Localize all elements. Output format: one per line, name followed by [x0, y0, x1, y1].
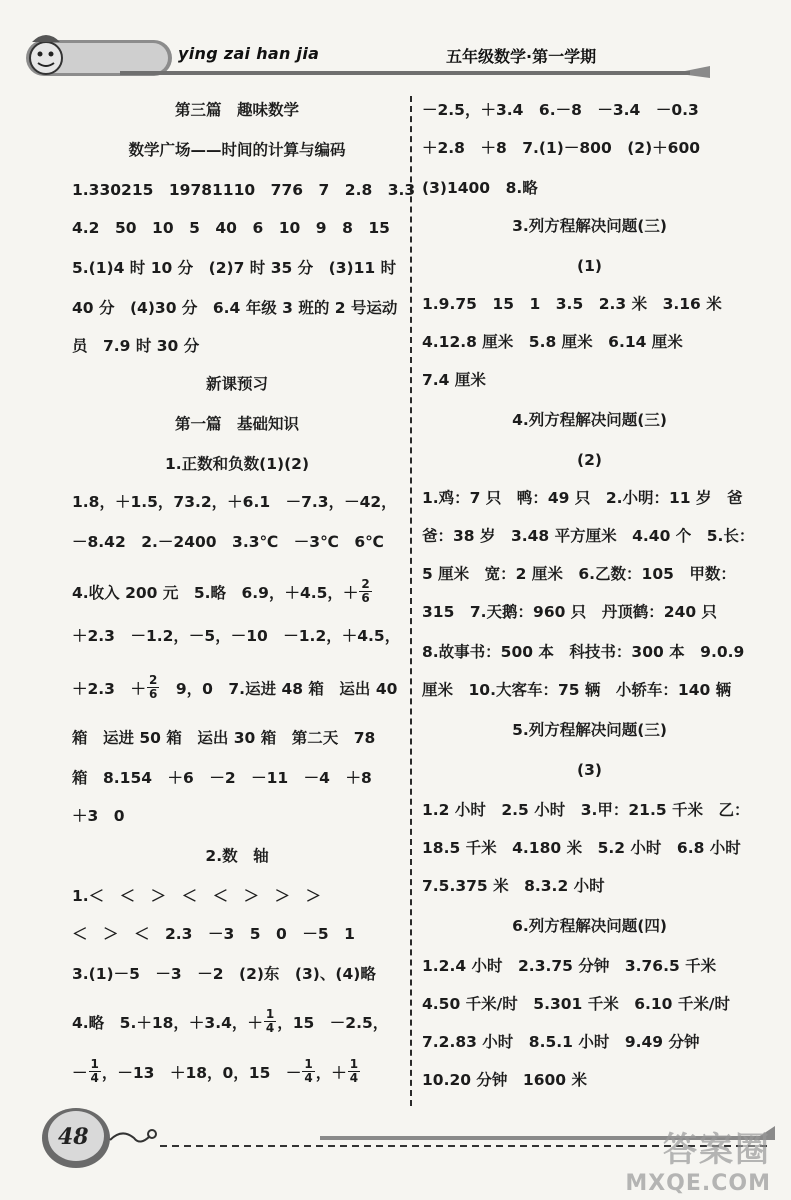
watermark-logo-text: 答案圈	[663, 1130, 771, 1170]
answer-line: 1.鸡：7 只 鸭：49 只 2.小明：11 岁 爸	[422, 489, 743, 507]
answer-line: 3.(1)－5 －3 －2 (2)东 (3)、(4)略	[72, 965, 376, 983]
section-heading: 第一篇 基础知识	[174, 415, 299, 433]
answer-text: ，＋	[315, 1064, 347, 1082]
answer-line: 10.20 分钟 1600 米	[422, 1071, 587, 1089]
answer-line: 1.2 小时 2.5 小时 3.甲：21.5 千米 乙：	[422, 801, 750, 819]
fraction	[147, 674, 159, 701]
fraction-denominator: 6	[361, 591, 370, 605]
fraction-denominator: 4	[304, 1071, 313, 1085]
section-subheading: 1.正数和负数(1)(2)	[164, 455, 310, 473]
subsection-number: (1)	[577, 257, 602, 275]
answer-line: 7.5.375 米 8.3.2 小时	[422, 877, 605, 895]
answer-line: 爸：38 岁 3.48 平方厘米 4.40 个 5.长：	[422, 527, 755, 545]
fraction	[348, 1058, 360, 1085]
answer-line: ＜ ＞ ＜ 2.3 －3 5 0 －5 1	[72, 925, 355, 943]
answer-line: 箱 运进 50 箱 运出 30 箱 第二天 78	[72, 729, 376, 747]
answer-line: ＋2.8 ＋8 7.(1)－800 (2)＋600	[422, 139, 701, 157]
fraction-denominator: 4	[349, 1071, 359, 1085]
header-pinyin: ying zai han jia	[178, 44, 320, 63]
answer-line: 5 厘米 宽：2 厘米 6.乙数：105 甲数：	[422, 565, 736, 583]
answer-text: 4.略 5.＋18，＋3.4，＋	[72, 1014, 263, 1032]
fraction-numerator: 2	[361, 577, 370, 591]
answer-line: 1.＜ ＜ ＞ ＜ ＜ ＞ ＞ ＞	[72, 887, 322, 905]
section-heading: 第三篇 趣味数学	[174, 101, 299, 119]
section-heading: 新课预习	[205, 375, 268, 393]
answer-text: －	[72, 1064, 88, 1082]
answer-line	[72, 673, 398, 701]
answer-line: 厘米 10.大客车：75 辆 小轿车：140 辆	[422, 681, 732, 699]
answer-line: 员 7.9 时 30 分	[72, 337, 200, 355]
header-title: 五年级数学·第一学期	[446, 47, 597, 66]
header-band	[120, 66, 710, 78]
section-subheading: 3.列方程解决问题(三)	[512, 217, 667, 235]
fraction-numerator: 1	[265, 1007, 275, 1021]
page-number: 48	[58, 1124, 89, 1150]
answer-line: 箱 8.154 ＋6 －2 －11 －4 ＋8	[72, 769, 372, 787]
answer-line: 1.2.4 小时 2.3.75 分钟 3.76.5 千米	[422, 957, 717, 975]
answer-line: 7.4 厘米	[422, 371, 486, 389]
subsection-number: (3)	[577, 761, 602, 779]
answer-line: 8.故事书：500 本 科技书：300 本 9.0.9	[422, 643, 745, 661]
answer-text: ，15 －2.5，	[277, 1014, 389, 1032]
fraction-denominator: 6	[148, 687, 158, 701]
section-subheading: 6.列方程解决问题(四)	[512, 917, 667, 935]
fraction-numerator: 1	[349, 1057, 359, 1071]
answer-line: 315 7.天鹅：960 只 丹顶鹤：240 只	[422, 603, 718, 621]
fraction	[264, 1008, 276, 1035]
answer-line: 1.330215 19781110 776 7 2.8 3.3	[72, 181, 416, 199]
answer-text: 9，0 7.运进 48 箱 运出 40	[160, 680, 398, 698]
section-subheading: 2.数 轴	[205, 847, 269, 865]
answer-line: (3)1400 8.略	[422, 179, 538, 197]
fraction-denominator: 4	[90, 1071, 99, 1085]
answer-line: 5.(1)4 时 10 分 (2)7 时 35 分 (3)11 时	[72, 259, 397, 277]
section-subheading: 4.列方程解决问题(三)	[512, 411, 667, 429]
fraction-denominator: 4	[265, 1021, 275, 1035]
answer-text: ，－13 ＋18，0，15 －	[101, 1064, 302, 1082]
answer-line: ＋2.3 －1.2，－5，－10 －1.2，＋4.5，	[72, 627, 401, 645]
answer-line: 1.8，＋1.5，73.2，＋6.1 －7.3，－42，	[72, 493, 397, 511]
section-subheading: 数学广场——时间的计算与编码	[128, 141, 346, 159]
watermark-url: MXQE.COM	[625, 1171, 771, 1196]
answer-text: ＋2.3 ＋	[72, 680, 146, 698]
fraction	[89, 1058, 101, 1085]
answer-line	[72, 1007, 389, 1035]
watermark	[625, 1122, 771, 1196]
answer-line: 1.9.75 15 1 3.5 2.3 米 3.16 米	[422, 295, 722, 313]
answer-line: ＋3 0	[72, 807, 125, 825]
column-divider	[410, 96, 412, 1106]
answer-line: 40 分 (4)30 分 6.4 年级 3 班的 2 号运动	[72, 299, 398, 317]
answer-line: －8.42 2.－2400 3.3℃ －3℃ 6℃	[72, 533, 384, 551]
fraction	[359, 578, 371, 605]
answer-line	[72, 577, 373, 605]
answer-line: 4.50 千米/时 5.301 千米 6.10 千米/时	[422, 995, 731, 1013]
fraction-numerator: 2	[148, 673, 158, 687]
fraction-numerator: 1	[90, 1057, 99, 1071]
answer-line: －2.5，＋3.4 6.－8 －3.4 －0.3	[422, 101, 699, 119]
answer-line: 7.2.83 小时 8.5.1 小时 9.49 分钟	[422, 1033, 700, 1051]
answer-text: 4.收入 200 元 5.略 6.9，＋4.5，＋	[72, 584, 359, 602]
fraction	[302, 1058, 314, 1085]
answer-line	[72, 1057, 361, 1085]
subsection-number: (2)	[577, 451, 602, 469]
section-subheading: 5.列方程解决问题(三)	[512, 721, 667, 739]
answer-line: 4.2 50 10 5 40 6 10 9 8 15	[72, 219, 390, 237]
answer-line: 4.12.8 厘米 5.8 厘米 6.14 厘米	[422, 333, 683, 351]
answer-line: 18.5 千米 4.180 米 5.2 小时 6.8 小时	[422, 839, 741, 857]
fraction-numerator: 1	[304, 1057, 313, 1071]
